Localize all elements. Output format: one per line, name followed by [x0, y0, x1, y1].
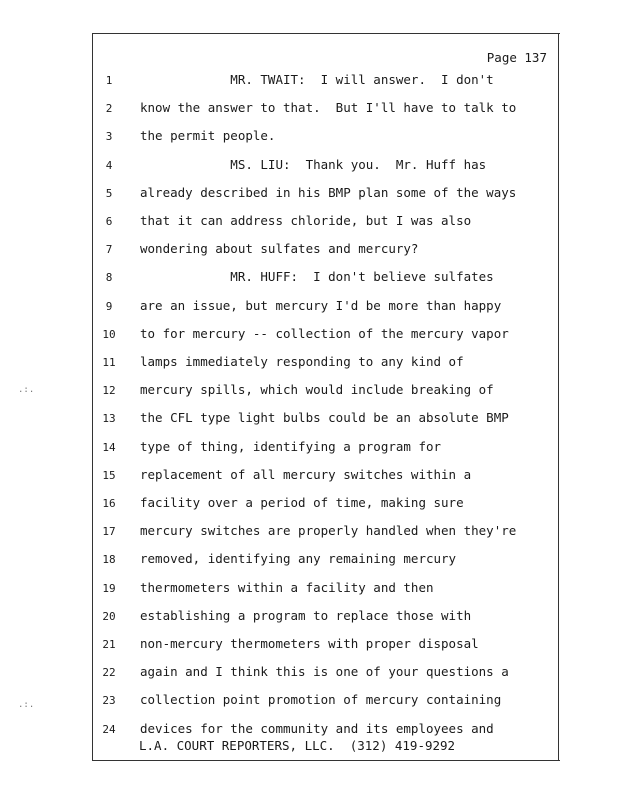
line-text: mercury spills, which would include breaking of: [140, 382, 494, 398]
line-text: to for mercury -- collection of the mercury vapor: [140, 325, 509, 341]
line-number: 10: [102, 327, 116, 341]
transcript-line: [95, 128, 555, 148]
transcript-line: [95, 354, 555, 374]
line-number: 12: [102, 384, 116, 398]
line-text: MR. HUFF: I don't believe sulfates: [140, 269, 494, 285]
line-text: wondering about sulfates and mercury?: [140, 241, 419, 257]
line-number: 19: [102, 581, 116, 595]
line-text: devices for the community and its employees and: [140, 720, 494, 736]
transcript-line: [95, 213, 555, 233]
line-number: 1: [105, 74, 113, 87]
transcript-line: [95, 608, 555, 628]
page-number: Page 137: [486, 50, 547, 65]
line-number: 22: [102, 666, 116, 680]
transcript-line: [95, 382, 555, 402]
page-border-bottom: [92, 760, 560, 761]
line-number: 4: [105, 158, 113, 172]
line-number: 18: [102, 553, 116, 567]
reporter-footer: L.A. COURT REPORTERS, LLC. (312) 419-9292: [139, 738, 456, 753]
line-number: 16: [102, 497, 116, 510]
transcript-line: [95, 439, 555, 459]
transcript-line: [95, 185, 555, 205]
line-number: 7: [105, 243, 113, 257]
transcript-line: [95, 664, 555, 684]
line-number: 3: [105, 130, 113, 144]
transcript-line: [95, 580, 555, 600]
transcript-line: [95, 298, 555, 318]
transcript-line: [95, 157, 555, 177]
line-number: 15: [102, 468, 116, 482]
line-text: that it can address chloride, but I was also: [140, 213, 472, 228]
line-text: mercury switches are properly handled when they're: [140, 523, 517, 539]
transcript-line: [95, 72, 555, 92]
line-text: MS. LIU: Thank you. Mr. Huff has: [140, 156, 487, 172]
page-border-left: [92, 33, 93, 761]
transcript-line: [95, 551, 555, 571]
transcript-line: [95, 692, 555, 712]
transcript-line: [95, 410, 555, 430]
line-text: non-mercury thermometers with proper disposal: [140, 636, 479, 651]
scan-speck: .:.: [18, 385, 35, 395]
line-text: removed, identifying any remaining mercury: [140, 551, 457, 567]
transcript-line: [95, 100, 555, 120]
line-number: 24: [102, 722, 116, 736]
line-number: 23: [102, 694, 116, 708]
line-number: 5: [105, 186, 113, 200]
transcript-line: [95, 467, 555, 487]
line-number: 21: [102, 638, 116, 651]
line-text: facility over a period of time, making sure: [140, 495, 464, 510]
line-text: MR. TWAIT: I will answer. I don't: [140, 72, 494, 87]
line-number: 11: [102, 356, 116, 369]
line-number: 17: [102, 525, 116, 539]
line-text: again and I think this is one of your questions a: [140, 664, 509, 680]
transcript-line: [95, 636, 555, 656]
line-text: collection point promotion of mercury containing: [140, 692, 502, 708]
line-number: 6: [105, 215, 113, 228]
line-text: type of thing, identifying a program for: [140, 438, 442, 454]
line-number: 9: [105, 299, 113, 313]
line-text: replacement of all mercury switches within a: [140, 466, 472, 482]
line-text: the CFL type light bulbs could be an absolute BMP: [140, 410, 509, 426]
transcript-line: [95, 326, 555, 346]
line-text: know the answer to that. But I'll have to talk to: [140, 100, 517, 116]
transcript-line: [95, 495, 555, 515]
line-text: establishing a program to replace those with: [140, 607, 472, 623]
page-border-top: [92, 33, 560, 34]
transcript-line: [95, 241, 555, 261]
line-number: 8: [105, 271, 113, 285]
line-text: lamps immediately responding to any kind of: [140, 354, 464, 369]
line-text: the permit people.: [140, 128, 276, 144]
line-number: 2: [105, 102, 113, 116]
page-border-right: [558, 33, 559, 761]
transcript-line: [95, 523, 555, 543]
line-text: thermometers within a facility and then: [140, 579, 434, 595]
transcript-line: [95, 269, 555, 289]
line-text: already described in his BMP plan some of the ways: [140, 184, 517, 200]
scan-speck: .:.: [18, 700, 35, 710]
line-number: 14: [102, 440, 116, 454]
line-number: 20: [102, 609, 116, 623]
line-text: are an issue, but mercury I'd be more than happy: [140, 297, 502, 313]
line-number: 13: [102, 412, 116, 426]
